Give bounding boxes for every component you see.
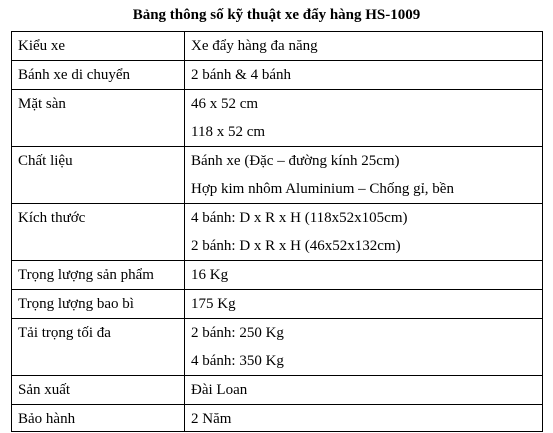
row-label: Sản xuất — [18, 382, 71, 398]
row-label-cell — [12, 90, 185, 147]
row-value-cell — [185, 405, 543, 432]
row-value: 16 Kg — [191, 267, 229, 283]
row-value-cell — [185, 32, 543, 61]
row-value: 2 bánh & 4 bánh — [191, 67, 291, 83]
table-row — [12, 147, 543, 204]
row-label-cell — [12, 32, 185, 61]
row-value-cell — [185, 290, 543, 319]
table-row — [12, 290, 543, 319]
row-label-cell — [12, 204, 185, 261]
row-label-cell — [12, 376, 185, 405]
row-value-cell — [185, 90, 543, 147]
row-value: Đài Loan — [191, 382, 248, 398]
row-label: Tải trọng tối đa — [18, 325, 111, 341]
row-label: Kích thước — [18, 210, 86, 226]
row-label-cell — [12, 319, 185, 376]
row-value-cell — [185, 319, 543, 376]
table-row — [12, 405, 543, 432]
row-value-cell — [185, 261, 543, 290]
row-label: Trọng lượng bao bì — [18, 296, 134, 312]
row-label: Bánh xe di chuyển — [18, 67, 131, 83]
row-value: Xe đẩy hàng đa năng — [191, 38, 318, 54]
row-value: 118 x 52 cm — [191, 124, 266, 140]
row-label-cell — [12, 261, 185, 290]
row-label: Bảo hành — [18, 411, 76, 427]
row-value: Bánh xe (Đặc – đường kính 25cm) — [191, 153, 400, 169]
table-row — [12, 319, 543, 376]
table-row — [12, 261, 543, 290]
row-value: Hợp kim nhôm Aluminium – Chống gỉ, bền — [191, 181, 454, 197]
table-row — [12, 204, 543, 261]
row-value: 4 bánh: D x R x H (118x52x105cm) — [191, 210, 408, 226]
table-row — [12, 61, 543, 90]
row-value: 46 x 52 cm — [191, 96, 259, 112]
row-value-cell — [185, 61, 543, 90]
row-label-cell — [12, 405, 185, 432]
row-value-cell — [185, 147, 543, 204]
table-row — [12, 90, 543, 147]
spec-table — [11, 31, 543, 432]
row-value: 175 Kg — [191, 296, 236, 312]
row-label: Kiểu xe — [18, 38, 66, 54]
row-label: Trọng lượng sản phẩm — [18, 267, 154, 283]
row-value: 2 Năm — [191, 411, 232, 427]
row-label-cell — [12, 61, 185, 90]
row-value-cell — [185, 204, 543, 261]
table-title: Bảng thông số kỹ thuật xe đẩy hàng HS-1009 — [132, 7, 421, 23]
row-value-cell — [185, 376, 543, 405]
table-row — [12, 32, 543, 61]
row-label-cell — [12, 290, 185, 319]
row-value: 2 bánh: 250 Kg — [191, 325, 284, 341]
row-label: Mặt sàn — [18, 96, 66, 112]
row-value: 2 bánh: D x R x H (46x52x132cm) — [191, 238, 401, 254]
row-label-cell — [12, 147, 185, 204]
row-label: Chất liệu — [18, 153, 73, 169]
table-row — [12, 376, 543, 405]
row-value: 4 bánh: 350 Kg — [191, 353, 284, 369]
